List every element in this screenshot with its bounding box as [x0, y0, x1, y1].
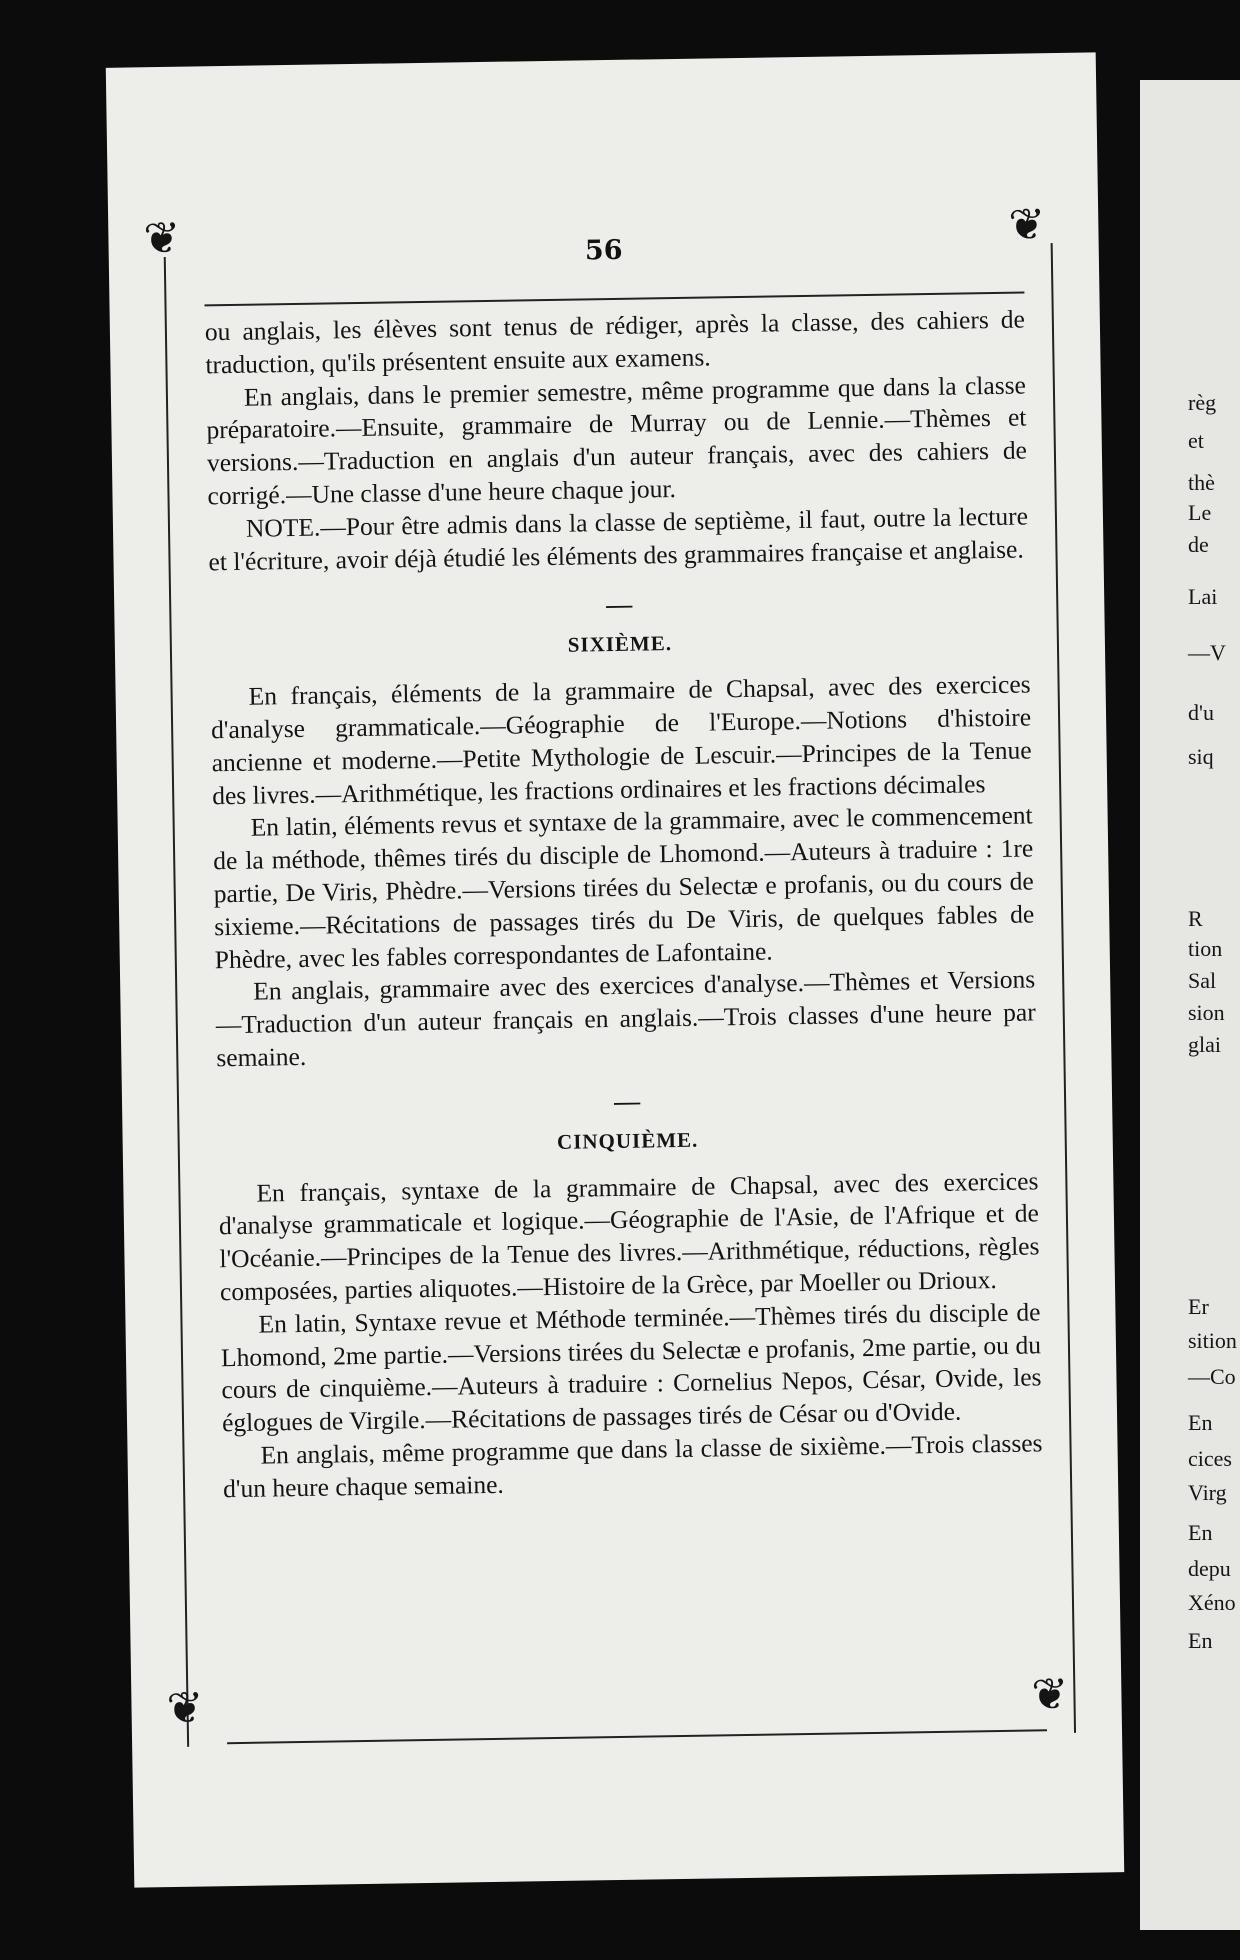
adjacent-page-fragment: glai [1188, 1032, 1221, 1057]
adjacent-page-fragment: règ [1188, 390, 1217, 415]
adjacent-page-fragment: et [1188, 428, 1204, 453]
adjacent-page-fragment: Xéno [1188, 1590, 1236, 1615]
corner-ornament-icon: ❦ [1007, 199, 1046, 251]
adjacent-page-fragment: d'u [1188, 700, 1214, 725]
adjacent-page-fragment: sion [1188, 1000, 1225, 1025]
paragraph: En anglais, même programme que dans la classe de sixième.—Trois classes d'un heure chaque semaine. [222, 1428, 1043, 1503]
adjacent-page-fragment: Virg [1188, 1480, 1227, 1505]
section-divider: — [613, 1086, 641, 1116]
adjacent-page-fragment: R [1188, 906, 1203, 931]
adjacent-page-fragment: En [1188, 1628, 1213, 1653]
corner-ornament-icon: ❦ [1031, 1668, 1069, 1721]
adjacent-page-fragment: sition [1188, 1328, 1237, 1353]
book-page [106, 52, 1124, 1887]
paragraph: En anglais, grammaire avec des exercices d'analyse.—Thèmes et Versions —Traduction d'un auteur français en anglais.—Trois classes d'une heure par semaine. [215, 964, 1036, 1073]
paragraph: En anglais, dans le premier semestre, même programme que dans la classe préparatoire.—Ensuite, grammaire de Murray ou de Lennie.—Thèmes et versions.—Traduction en anglais d'un auteur français, avec des cahiers de corrigé.—Une classe d'une heure chaque jour. [206, 370, 1028, 511]
paragraph: En français, syntaxe de la grammaire de Chapsal, avec des exercices d'analyse grammaticale et logique.—Géographie de l'Asie, de l'Afrique et de l'Océanie.—Principes de la Tenue des livres.—Arithmétique, réductions, règles composées, parties aliquotes.—Histoire de la Grèce, par Moeller ou Drioux. [218, 1165, 1040, 1307]
adjacent-page-fragment: tion [1188, 936, 1223, 961]
paragraph: En latin, éléments revus et syntaxe de la grammaire, avec le commencement de la méthode, thêmes tirés du disciple de Lhomond.—Auteurs à traduire : 1re partie, De Viris, Phèdre.—Versions tirées du Selectæ e profanis, ou du cours de sixieme.—Récitations de passages tirés du De Viris, de quelques fables de Phèdre, avec les fables correspondantes de Lafontaine. [213, 800, 1035, 974]
corner-ornament-icon: ❦ [166, 1682, 204, 1735]
paragraph: ou anglais, les élèves sont tenus de rédiger, après la classe, des cahiers de traduction, qu'ils présentent ensuite aux examens. [204, 304, 1026, 380]
adjacent-page-fragment: de [1188, 532, 1209, 557]
adjacent-page-fragment: —V [1188, 640, 1226, 665]
paragraph: En latin, Syntaxe revue et Méthode terminée.—Thèmes tirés du disciple de Lhomond, 2me partie.—Versions tirées du Selectæ e profanis, 2me partie, ou du cours de cinquième.—Auteurs à traduire : Cornelius Nepos, César, Ovide, les églogues de Virgile.—Récitations de passages tirés de César ou d'Ovide. [220, 1297, 1042, 1438]
adjacent-page-fragment: Sal [1188, 968, 1217, 993]
section-divider: — [606, 590, 633, 620]
adjacent-page-fragment: depu [1188, 1556, 1231, 1581]
corner-ornament-icon: ❦ [143, 212, 181, 265]
adjacent-page-fragment: En [1188, 1410, 1213, 1435]
page-body [205, 303, 1044, 1505]
adjacent-page-fragment: Er [1188, 1294, 1209, 1319]
section-heading-sixieme: SIXIÈME. [567, 631, 673, 658]
adjacent-page-fragment: —Co [1188, 1364, 1236, 1389]
page-number: 56 [584, 234, 623, 267]
adjacent-page-fragment: thè [1188, 470, 1215, 495]
adjacent-page-fragment: En [1188, 1520, 1213, 1545]
section-heading-cinquieme: CINQUIÈME. [556, 1127, 699, 1154]
adjacent-page-fragment: siq [1188, 744, 1214, 769]
adjacent-page-fragment: Lai [1188, 584, 1218, 609]
paragraph: En français, éléments de la grammaire de Chapsal, avec des exercices d'analyse grammaticale.—Géographie de l'Europe.—Notions d'histoire ancienne et moderne.—Petite Mythologie de Lescuir.—Principes de la Tenue des livres.—Arithmétique, les fractions ordinaires et les fractions décimales [210, 669, 1032, 810]
adjacent-page-fragment: Le [1188, 500, 1212, 525]
adjacent-page-fragment: cices [1188, 1446, 1232, 1471]
note-paragraph: NOTE.—Pour être admis dans la classe de septième, il faut, outre la lecture et l'écriture, avoir déjà étudié les éléments des grammaires française et anglaise. [208, 501, 1029, 576]
